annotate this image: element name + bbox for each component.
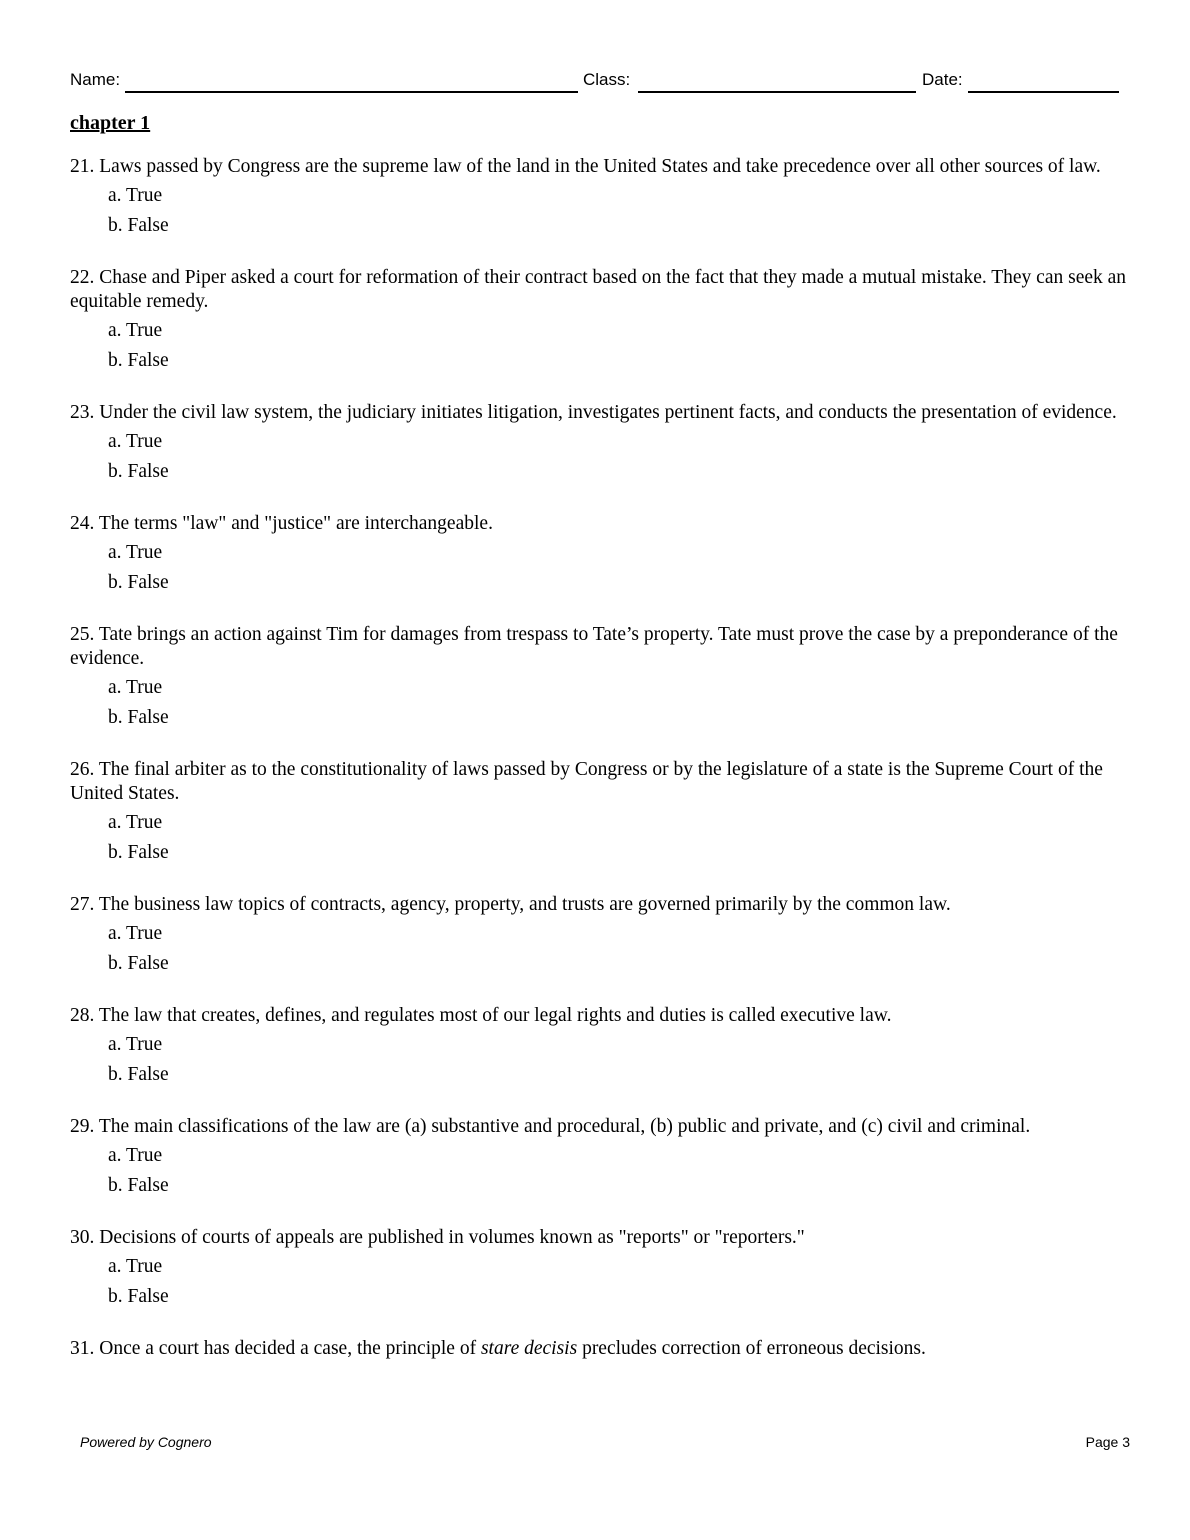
- date-field-line: [968, 91, 1119, 93]
- student-info-header: [70, 70, 1120, 94]
- class-label: Class:: [583, 70, 631, 89]
- option-false: b. False: [108, 215, 169, 236]
- date-label: Date:: [922, 70, 963, 89]
- q31-suffix: precludes correction of erroneous decisions.: [577, 1338, 926, 1359]
- option-true: a. True: [108, 320, 163, 341]
- option-true: a. True: [108, 812, 163, 833]
- question-item: [70, 623, 1130, 731]
- option-false: b. False: [108, 707, 169, 728]
- question-text: 29. The main classifications of the law are (a) substantive and procedural, (b) public and private, and (c) civil and criminal.: [70, 1116, 1031, 1137]
- question-item: [70, 155, 1130, 239]
- question-item: [70, 401, 1130, 485]
- question-text: 24. The terms "law" and "justice" are interchangeable.: [70, 513, 493, 534]
- option-false: b. False: [108, 572, 169, 593]
- question-item: [70, 266, 1130, 374]
- question-text: 25. Tate brings an action against Tim for damages from trespass to Tate’s property. Tate must prove the case by a preponderance of the evidence.: [70, 624, 1118, 669]
- question-item: [70, 1226, 1130, 1310]
- option-false: b. False: [108, 461, 169, 482]
- option-false: b. False: [108, 1064, 169, 1085]
- q31-prefix: 31. Once a court has decided a case, the principle of: [70, 1338, 481, 1359]
- question-text: 30. Decisions of courts of appeals are published in volumes known as "reports" or "reporters.": [70, 1227, 805, 1248]
- page-number: Page 3: [1085, 1434, 1130, 1450]
- name-label: Name:: [70, 70, 121, 89]
- option-true: a. True: [108, 677, 163, 698]
- name-field-line: [125, 91, 578, 93]
- option-true: a. True: [108, 1034, 163, 1055]
- question-text: 21. Laws passed by Congress are the supreme law of the land in the United States and take precedence over all other sources of law.: [70, 156, 1101, 177]
- q31-italic-term: stare decisis: [480, 1338, 578, 1359]
- option-true: a. True: [108, 185, 163, 206]
- option-true: a. True: [108, 923, 163, 944]
- question-list: [70, 155, 1130, 1361]
- question-text: [70, 1337, 1130, 1361]
- question-text: 22. Chase and Piper asked a court for reformation of their contract based on the fact that they made a mutual mistake. They can seek an equitable remedy.: [70, 267, 1127, 312]
- powered-by-footer: Powered by Cognero: [80, 1434, 212, 1450]
- question-text: 26. The final arbiter as to the constitutionality of laws passed by Congress or by the legislature of a state is the Supreme Court of the United States.: [70, 759, 1103, 804]
- option-false: b. False: [108, 1175, 169, 1196]
- question-item: [70, 1115, 1130, 1199]
- question-text: 27. The business law topics of contracts, agency, property, and trusts are governed primarily by the common law.: [70, 894, 951, 915]
- question-item: [70, 1004, 1130, 1088]
- option-false: b. False: [108, 842, 169, 863]
- question-item: [70, 893, 1130, 977]
- question-text: 28. The law that creates, defines, and regulates most of our legal rights and duties is called executive law.: [70, 1005, 892, 1026]
- option-false: b. False: [108, 350, 169, 371]
- chapter-heading: chapter 1: [70, 112, 151, 134]
- question-item: [70, 512, 1130, 596]
- option-false: b. False: [108, 1286, 169, 1307]
- class-field-line: [638, 91, 916, 93]
- question-text: 23. Under the civil law system, the judiciary initiates litigation, investigates pertinent facts, and conducts the presentation of evidence.: [70, 402, 1117, 423]
- option-true: a. True: [108, 1256, 163, 1277]
- question-item: [70, 758, 1130, 866]
- option-true: a. True: [108, 542, 163, 563]
- option-false: b. False: [108, 953, 169, 974]
- option-true: a. True: [108, 1145, 163, 1166]
- option-true: a. True: [108, 431, 163, 452]
